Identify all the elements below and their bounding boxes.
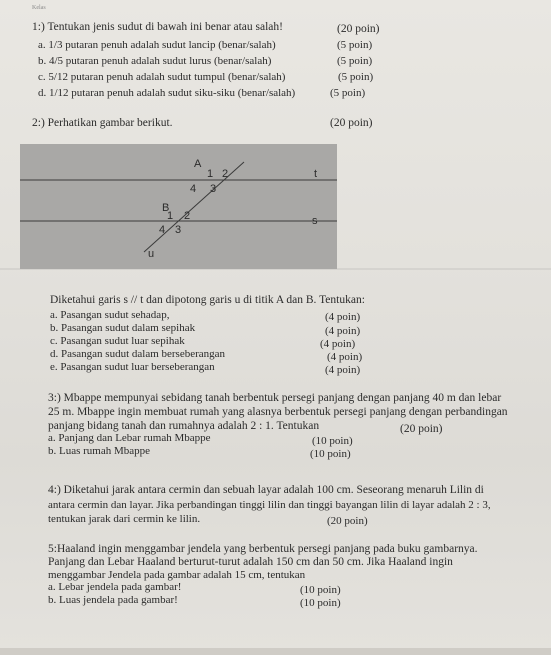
- q5-item-b: b. Luas jendela pada gambar!: [48, 594, 178, 606]
- label-s: s: [312, 215, 318, 227]
- q2-item-c: c. Pasangan sudut luar sepihak: [50, 335, 185, 347]
- label-B-angle-1: 1: [167, 210, 174, 222]
- label-B-angle-2: 2: [184, 210, 191, 222]
- q4-line2: antara cermin dan layar. Jika perbandingan tinggi lilin dan tinggi bayangan lilin di layar adalah 2 : 3,: [48, 499, 491, 511]
- q1-item-b: b. 4/5 putaran penuh adalah sudut lurus (benar/salah): [38, 55, 272, 67]
- q2-item-b: b. Pasangan sudut dalam sepihak: [50, 322, 196, 334]
- line-u: [144, 162, 244, 252]
- header-tag: Kelas: [32, 5, 46, 11]
- label-t: t: [314, 168, 318, 180]
- q3-line2: 25 m. Mbappe ingin membuat rumah yang alasnya berbentuk persegi panjang dengan perbandingan: [48, 406, 508, 418]
- q2-title: 2:) Perhatikan gambar berikut.: [32, 117, 173, 129]
- q4-points: (20 poin): [327, 515, 368, 527]
- label-B: B: [162, 202, 170, 214]
- q3-line3: panjang bidang tanah dan rumahnya adalah 2 : 1. Tentukan: [48, 420, 320, 432]
- q1-item-c: c. 5/12 putaran penuh adalah sudut tumpul (benar/salah): [38, 71, 286, 83]
- label-A-angle-1: 1: [207, 168, 214, 180]
- label-B-angle-4: 4: [159, 224, 166, 236]
- q1-item-a-points: (5 poin): [337, 39, 373, 51]
- q2-item-a-points: (4 poin): [325, 311, 361, 323]
- q3-points: (20 poin): [400, 423, 443, 435]
- q3-item-a-points: (10 poin): [312, 435, 353, 447]
- q3-line1: 3:) Mbappe mempunyai sebidang tanah berbentuk persegi panjang dengan panjang 40 m dan lebar: [48, 392, 502, 404]
- q2-item-d: d. Pasangan sudut dalam berseberangan: [50, 348, 226, 360]
- label-B-angle-3: 3: [175, 224, 182, 236]
- q1-item-b-points: (5 poin): [337, 55, 373, 67]
- q4-line3: tentukan jarak dari cermin ke lilin.: [48, 513, 201, 525]
- q2-points: (20 poin): [330, 117, 373, 129]
- label-A: A: [194, 158, 202, 170]
- q5-item-b-points: (10 poin): [300, 597, 341, 609]
- q5-line3: menggambar Jendela pada gambar adalah 15 cm, tentukan: [48, 569, 306, 581]
- q3-item-b: b. Luas rumah Mbappe: [48, 445, 151, 457]
- label-A-angle-2: 2: [222, 168, 229, 180]
- q4-line1: 4:) Diketahui jarak antara cermin dan sebuah layar adalah 100 cm. Seseorang menaruh Lilin di: [48, 484, 484, 496]
- q5-line1: 5:Haaland ingin menggambar jendela yang berbentuk persegi panjang pada buku gambarnya.: [48, 543, 478, 555]
- q3-item-a: a. Panjang dan Lebar rumah Mbappe: [48, 432, 211, 444]
- q2-intro: Diketahui garis s // t dan dipotong garis u di titik A dan B. Tentukan:: [50, 294, 365, 306]
- label-A-angle-3: 3: [210, 183, 217, 195]
- label-A-angle-4: 4: [190, 183, 197, 195]
- q2-item-d-points: (4 poin): [327, 351, 363, 363]
- q1-item-d: d. 1/12 putaran penuh adalah sudut siku-siku (benar/salah): [38, 87, 296, 99]
- q2-item-e: e. Pasangan sudut luar berseberangan: [50, 361, 215, 373]
- q1-item-d-points: (5 poin): [330, 87, 366, 99]
- q2-item-b-points: (4 poin): [325, 325, 361, 337]
- q1-item-c-points: (5 poin): [338, 71, 374, 83]
- q3-item-b-points: (10 poin): [310, 448, 351, 460]
- q1-points: (20 poin): [337, 23, 380, 35]
- q5-item-a: a. Lebar jendela pada gambar!: [48, 581, 182, 593]
- q1-item-a: a. 1/3 putaran penuh adalah sudut lancip (benar/salah): [38, 39, 276, 51]
- q2-item-e-points: (4 poin): [325, 364, 361, 376]
- q5-line2: Panjang dan Lebar Haaland berturut-turut adalah 150 cm dan 50 cm. Jika Haaland ingin: [48, 556, 453, 568]
- q2-item-c-points: (4 poin): [320, 338, 356, 350]
- transversal-figure: [20, 144, 337, 269]
- q1-title: 1:) Tentukan jenis sudut di bawah ini benar atau salah!: [32, 21, 283, 33]
- q5-item-a-points: (10 poin): [300, 584, 341, 596]
- label-u: u: [148, 248, 155, 260]
- q2-item-a: a. Pasangan sudut sehadap,: [50, 309, 170, 321]
- paper-bottom-edge: [0, 648, 551, 655]
